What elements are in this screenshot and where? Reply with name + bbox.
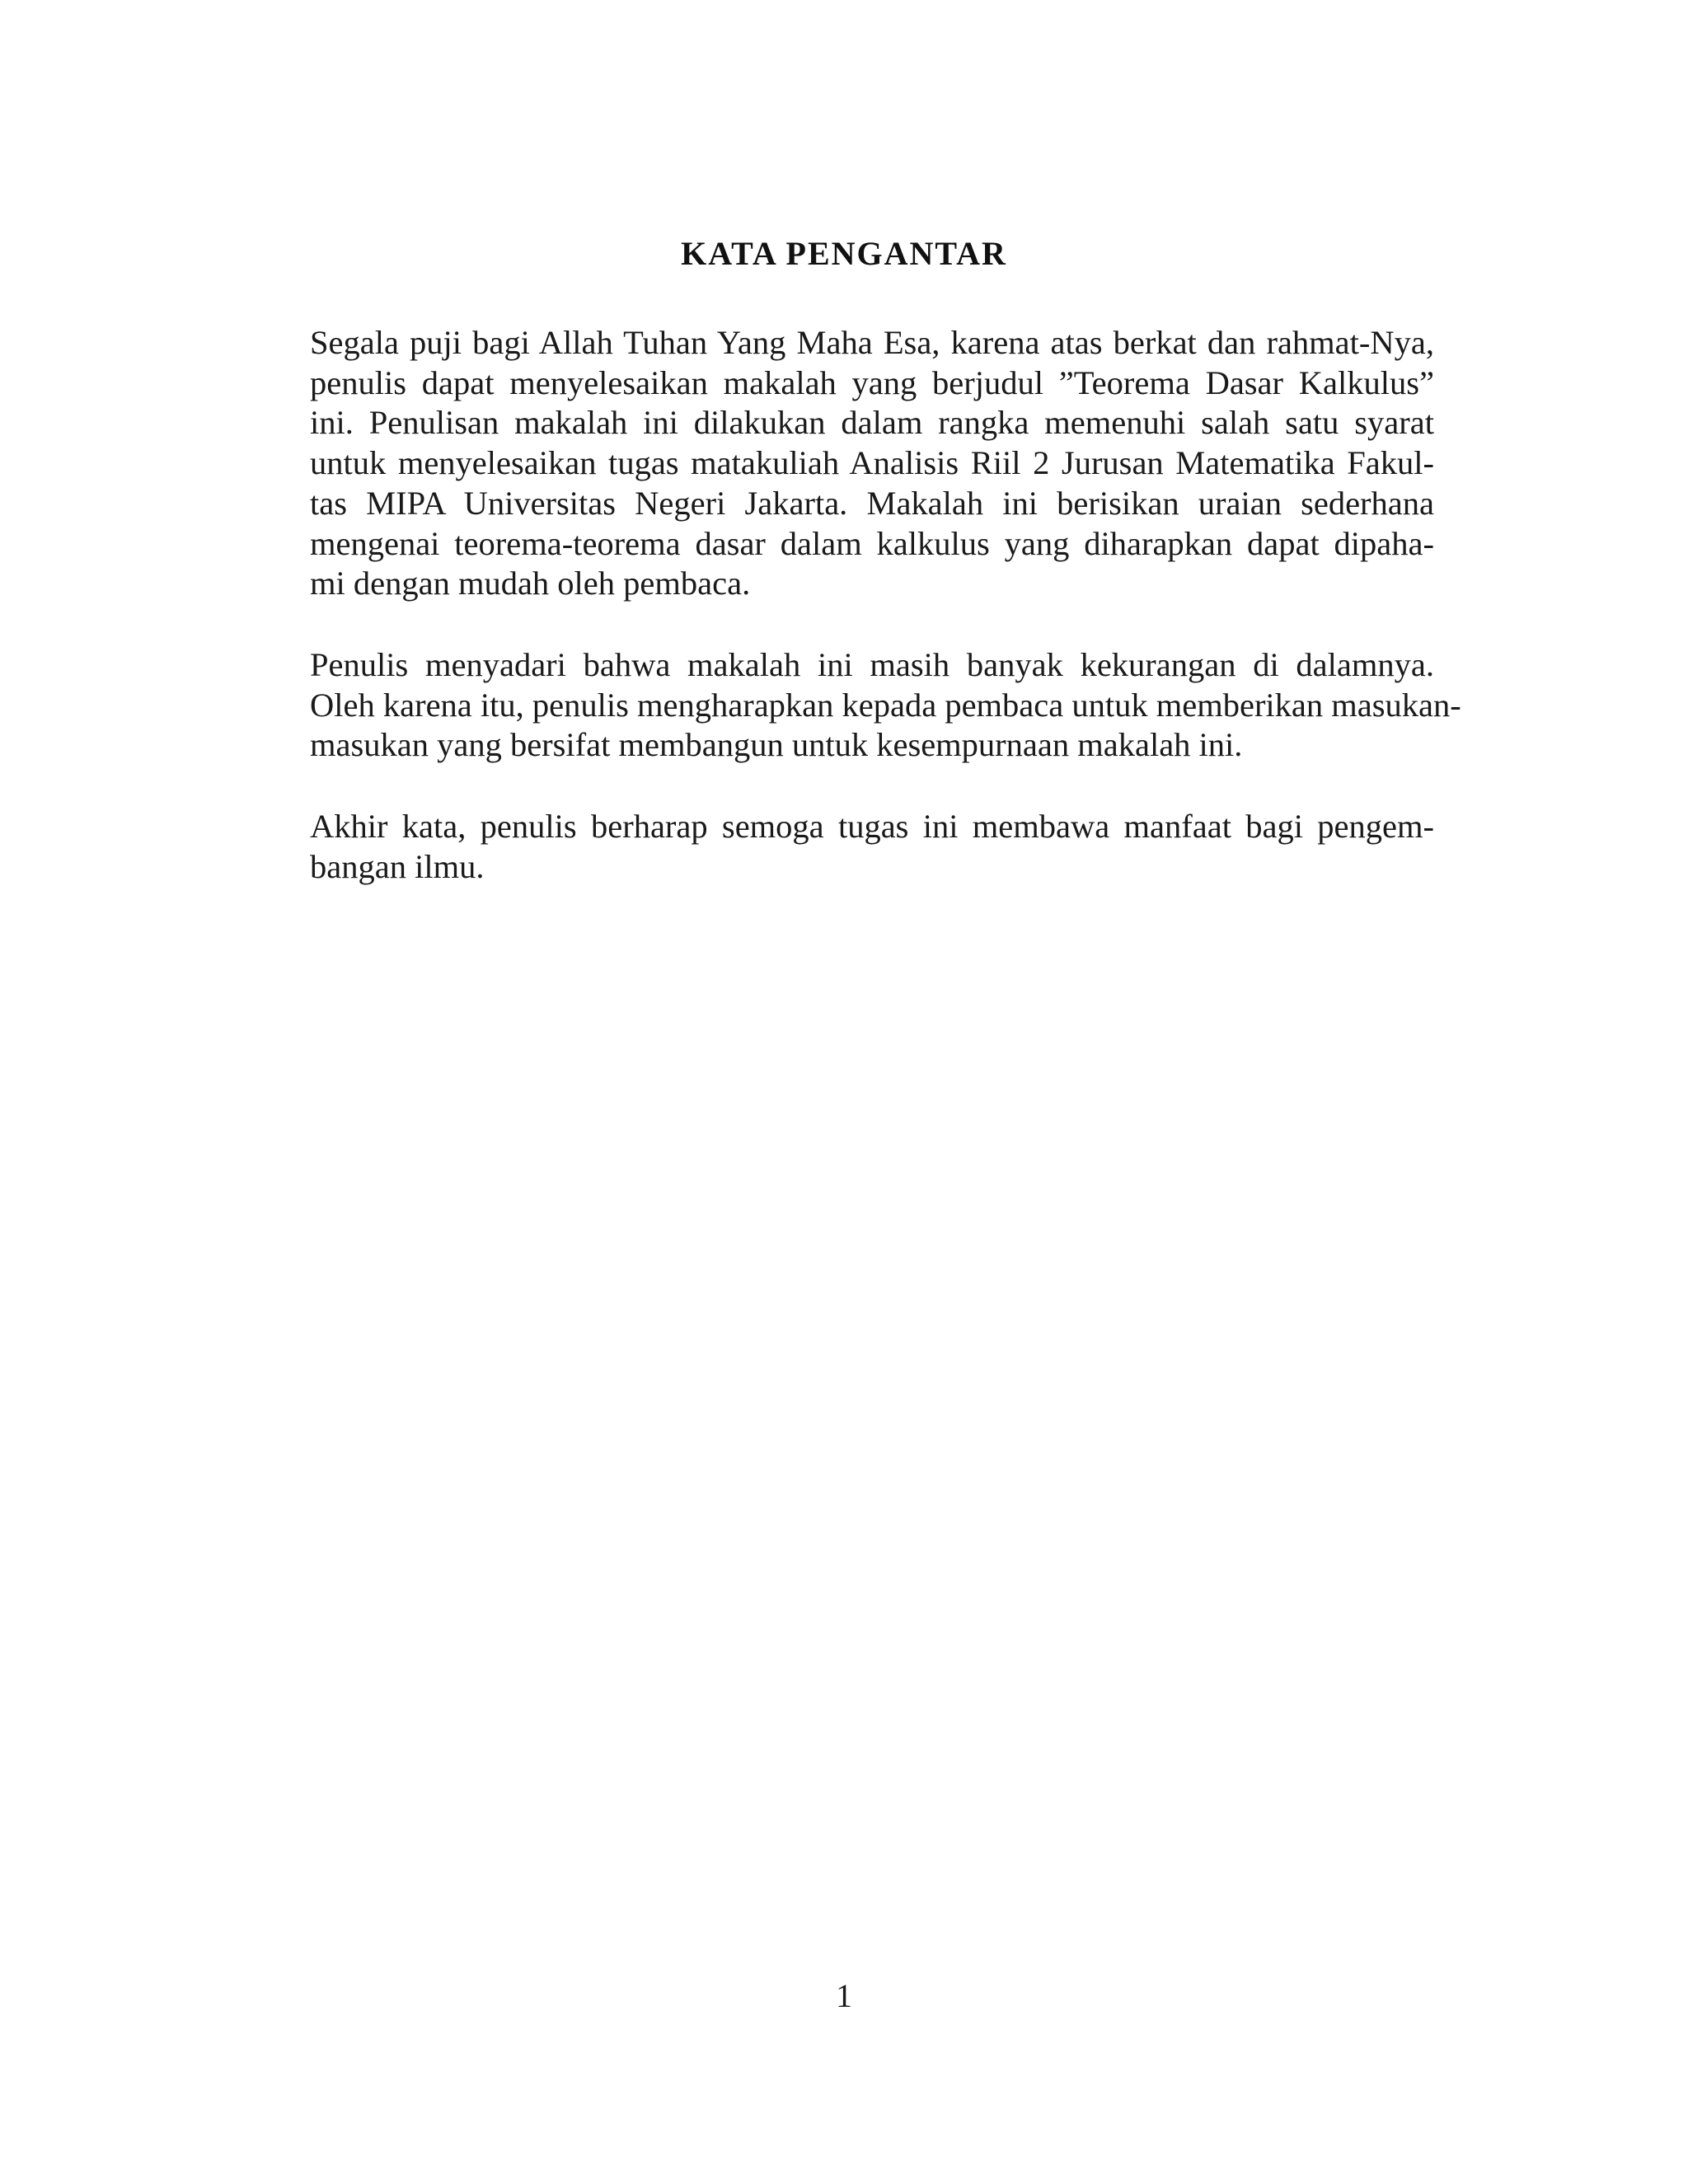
paragraph-line: bangan ilmu. <box>310 847 485 885</box>
paragraph-line: mi dengan mudah oleh pembaca. <box>310 565 751 602</box>
page-title: KATA PENGANTAR <box>681 235 1007 272</box>
page-number: 1 <box>836 1977 852 2014</box>
paragraph-line: Penulis menyadari bahwa makalah ini masih banyak kekurangan di dalamnya. <box>310 645 1434 683</box>
paragraph-2 <box>310 645 1461 766</box>
paragraph-line: untuk menyelesaikan tugas matakuliah Analisis Riil 2 Jurusan Matematika Fakul- <box>310 444 1434 482</box>
paragraph-line: Segala puji bagi Allah Tuhan Yang Maha Esa, karena atas berkat dan rahmat-Nya, <box>310 324 1434 361</box>
paragraph-line: tas MIPA Universitas Negeri Jakarta. Makalah ini berisikan uraian sederhana <box>310 484 1434 522</box>
paragraph-line: masukan yang bersifat membangun untuk kesempurnaan makalah ini. <box>310 726 1243 764</box>
paragraph-1 <box>310 323 1434 604</box>
paragraph-line: Oleh karena itu, penulis mengharapkan kepada pembaca untuk memberikan masukan- <box>310 686 1461 724</box>
paragraph-3 <box>310 807 1434 887</box>
paragraph-line: penulis dapat menyelesaikan makalah yang berjudul ”Teorema Dasar Kalkulus” <box>310 363 1434 401</box>
paragraph-line: ini. Penulisan makalah ini dilakukan dalam rangka memenuhi salah satu syarat <box>310 404 1434 442</box>
paragraph-line: mengenai teorema-teorema dasar dalam kalkulus yang diharapkan dapat dipaha- <box>310 524 1434 562</box>
paragraph-line: Akhir kata, penulis berharap semoga tugas ini membawa manfaat bagi pengem- <box>310 808 1434 846</box>
body-text <box>310 323 1461 928</box>
